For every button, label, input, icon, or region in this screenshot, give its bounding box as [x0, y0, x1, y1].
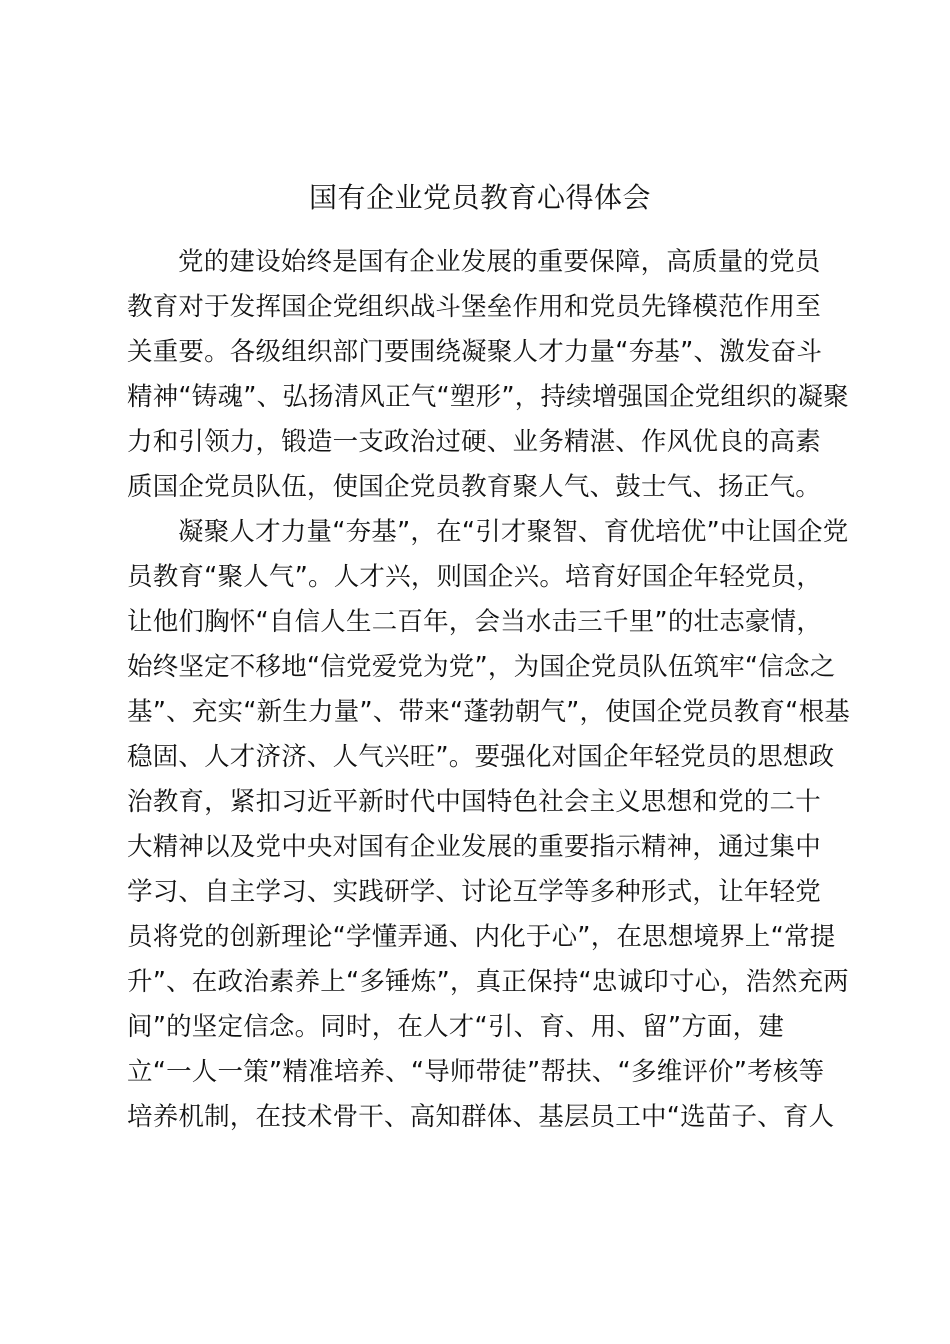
paragraph-1-line-4: 精神“铸魂”、弘扬清风正气“塑形”，持续增强国企党组织的凝聚 [127, 382, 849, 412]
document-body [127, 240, 850, 1140]
document-title: 国有企业党员教育心得体会 [308, 181, 651, 214]
paragraph-2-line-4: 始终坚定不移地“信党爱党为党”，为国企党员队伍筑牢“信念之 [127, 652, 836, 682]
paragraph-1-line-1: 党的建设始终是国有企业发展的重要保障，高质量的党员 [178, 247, 821, 277]
paragraph-2-line-9: 学习、自主学习、实践研学、讨论互学等多种形式，让年轻党 [127, 877, 821, 907]
paragraph-1-line-3: 关重要。各级组织部门要围绕凝聚人才力量“夯基”、激发奋斗 [127, 337, 823, 367]
paragraph-2-line-8: 大精神以及党中央对国有企业发展的重要指示精神，通过集中 [127, 832, 821, 862]
paragraph-1-line-6: 质国企党员队伍，使国企党员教育聚人气、鼓士气、扬正气。 [127, 472, 821, 502]
paragraph-2-line-13: 立“一人一策”精准培养、“导师带徒”帮扶、“多维评价”考核等 [127, 1057, 825, 1087]
paragraph-2-line-12: 间”的坚定信念。同时，在人才“引、育、用、留”方面，建 [127, 1012, 785, 1042]
paragraph-2-line-1: 凝聚人才力量“夯基”，在“引才聚智、育优培优”中让国企党 [178, 517, 849, 547]
paragraph-2-line-2: 员教育“聚人气”。人才兴，则国企兴。培育好国企年轻党员， [127, 562, 823, 592]
paragraph-2-line-7: 治教育，紧扣习近平新时代中国特色社会主义思想和党的二十 [127, 787, 821, 817]
paragraph-2-line-6: 稳固、人才济济、人气兴旺”。要强化对国企年轻党员的思想政 [127, 742, 835, 772]
paragraph-2-line-10: 员将党的创新理论“学懂弄通、内化于心”，在思想境界上“常提 [127, 922, 836, 952]
paragraph-2-line-11: 升”、在政治素养上“多锤炼”，真正保持“忠诚印寸心，浩然充两 [127, 967, 849, 997]
paragraph-2-line-3: 让他们胸怀“自信人生二百年，会当水击三千里”的壮志豪情， [127, 607, 823, 637]
paragraph-1-line-5: 力和引领力，锻造一支政治过硬、业务精湛、作风优良的高素 [127, 427, 821, 457]
paragraph-1-line-2: 教育对于发挥国企党组织战斗堡垒作用和党员先锋模范作用至 [127, 292, 821, 322]
paragraph-2-line-14: 培养机制，在技术骨干、高知群体、基层员工中“选苗子、育人 [127, 1102, 835, 1132]
paragraph-2-line-5: 基”、充实“新生力量”、带来“蓬勃朝气”，使国企党员教育“根基 [127, 697, 850, 727]
